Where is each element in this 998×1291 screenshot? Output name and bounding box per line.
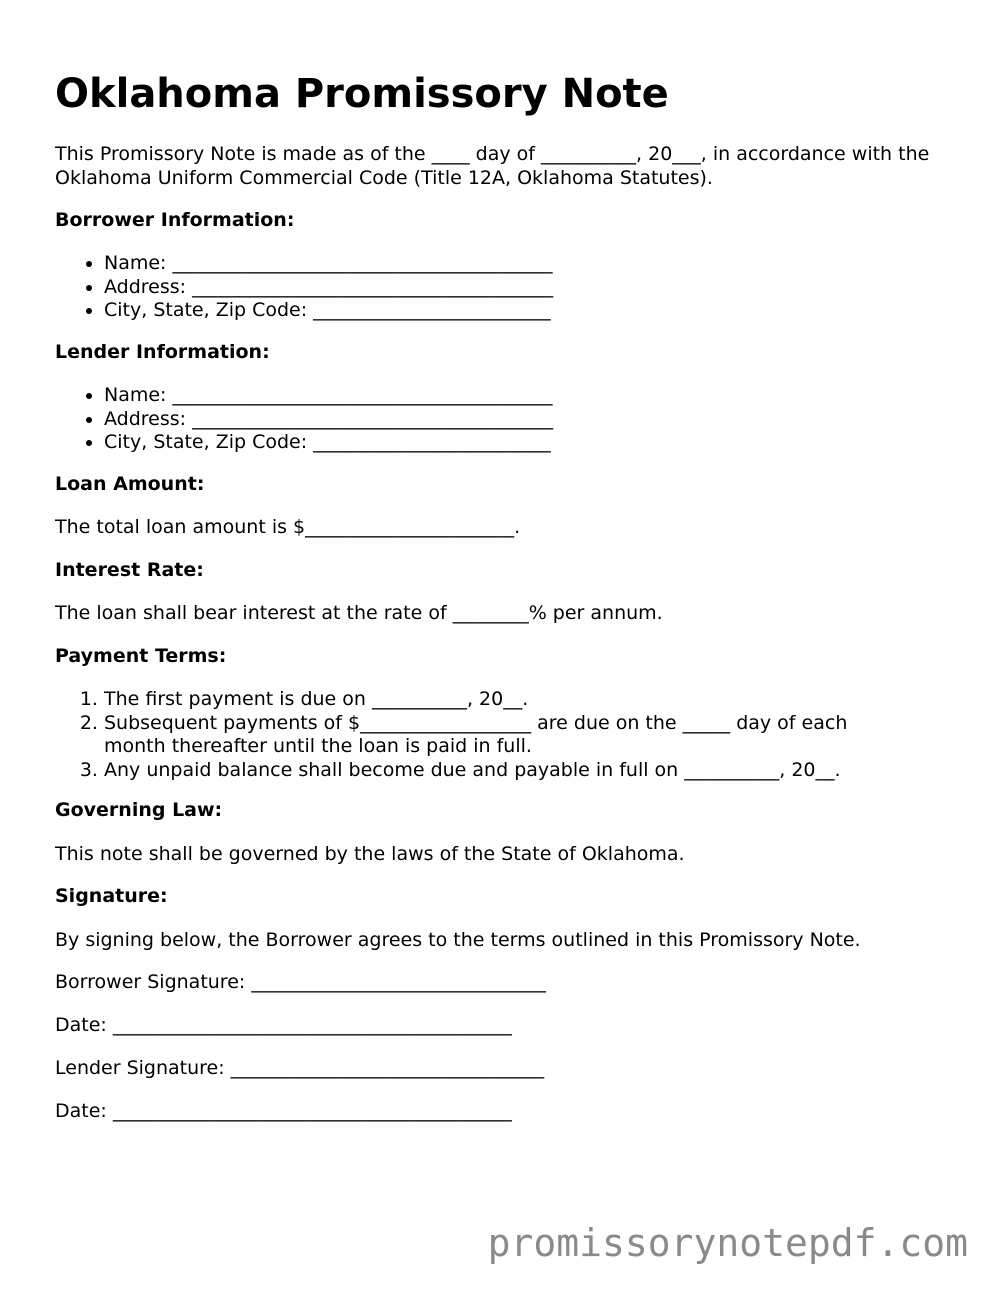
lender-date-line: Date: __________________________________________ xyxy=(55,1100,512,1122)
interest-rate-text: The loan shall bear interest at the rate of ________% per annum. xyxy=(55,602,663,624)
governing-law-heading: Governing Law: xyxy=(55,799,223,821)
governing-law-text: This note shall be governed by the laws of the State of Oklahoma. xyxy=(55,843,685,865)
borrower-heading: Borrower Information: xyxy=(55,209,295,231)
lender-heading: Lender Information: xyxy=(55,341,270,363)
borrower-signature-line: Borrower Signature: _______________________________ xyxy=(55,971,546,993)
borrower-date-line: Date: __________________________________________ xyxy=(55,1014,512,1036)
lender-address-field: • Address: ______________________________________ xyxy=(104,408,955,432)
payment-term-item: 3. Any unpaid balance shall become due and payable in full on __________, 20__. xyxy=(104,759,894,783)
payment-terms-heading: Payment Terms: xyxy=(55,645,227,667)
lender-name-field: • Name: ________________________________________ xyxy=(104,384,955,408)
page-title: Oklahoma Promissory Note xyxy=(55,71,669,117)
loan-amount-heading: Loan Amount: xyxy=(55,473,205,495)
borrower-city-state-zip-field: • City, State, Zip Code: _________________________ xyxy=(104,299,955,323)
signature-text: By signing below, the Borrower agrees to the terms outlined in this Promissory Note. xyxy=(55,929,861,951)
lender-list xyxy=(55,384,955,455)
lender-signature-line: Lender Signature: _________________________________ xyxy=(55,1057,545,1079)
lender-city-state-zip-field: • City, State, Zip Code: _________________________ xyxy=(104,431,955,455)
interest-rate-heading: Interest Rate: xyxy=(55,559,204,581)
borrower-address-field: • Address: ______________________________________ xyxy=(104,276,955,300)
payment-term-item: 2. Subsequent payments of $__________________ are due on the _____ day of each month thereafter until the loan is paid in full. xyxy=(104,712,894,759)
borrower-list xyxy=(55,252,955,323)
signature-heading: Signature: xyxy=(55,885,168,907)
payment-terms-list xyxy=(55,688,894,782)
loan-amount-text: The total loan amount is $______________________. xyxy=(55,516,521,538)
intro-paragraph: This Promissory Note is made as of the ____ day of __________, 20___, in accordance with the Oklahoma Uniform Commercial Code (Title 12A, Oklahoma Statutes). xyxy=(55,143,936,189)
payment-term-item: 1. The first payment is due on __________, 20__. xyxy=(104,688,894,712)
site-watermark: promissorynotepdf.com xyxy=(487,1221,968,1265)
borrower-name-field: • Name: ________________________________________ xyxy=(104,252,955,276)
